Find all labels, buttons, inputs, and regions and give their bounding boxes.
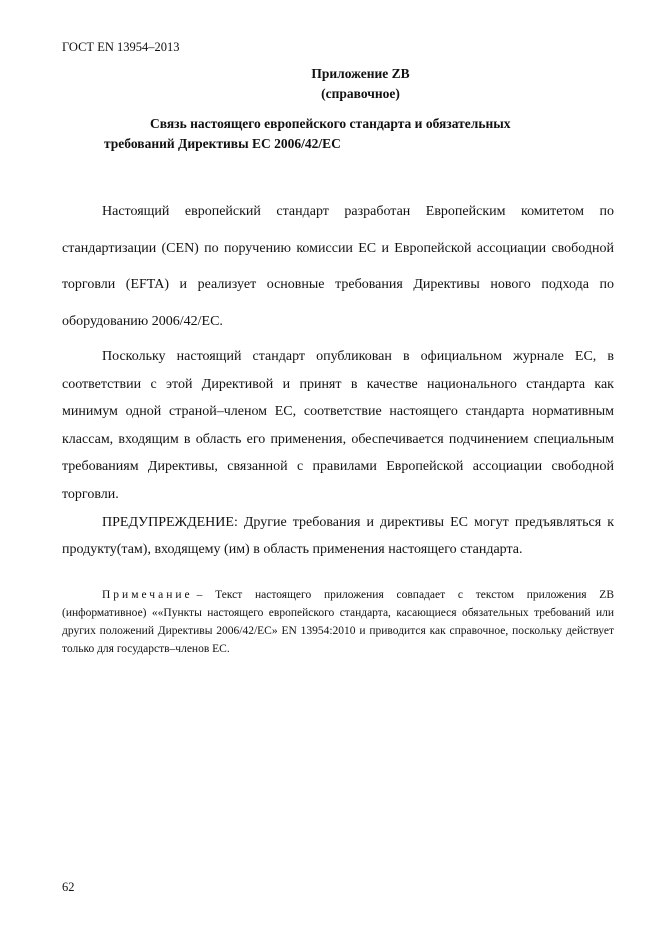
note-label: Примечание: [102, 589, 193, 601]
paragraph-1: Настоящий европейский стандарт разработан Европейским комитетом по стандартизации (CEN) по поручению комиссии ЕС и Европейской ассоциации свободной торговли (EFTA) и реализует основные требования Директивы нового подхода по оборудованию 2006/42/ЕС.: [62, 204, 614, 329]
appendix-subtitle: (справочное): [321, 86, 400, 101]
paragraph-2: Поскольку настоящий стандарт опубликован в официальном журнале ЕС, в соответствии с этой Директивой и принят в качестве национального стандарта как минимум одной страной–членом ЕС, соответствие настоящего стандарта нормативным классам, входящим в область его применения, обеспечивается подчинением специальным требованиям Директивы, связанной с правилами Европейской ассоциации свободной торговли.: [62, 349, 614, 502]
paragraph-3-warning: ПРЕДУПРЕЖДЕНИЕ: Другие требования и директивы ЕС могут предъявляться к продукту(там), входящему (им) в область применения настоящего стандарта.: [62, 514, 614, 558]
body-text: [62, 194, 614, 564]
section-title-line2: требований Директивы ЕС 2006/42/ЕС: [104, 136, 341, 151]
appendix-heading: [0, 64, 661, 104]
section-title-line1: Связь настоящего европейского стандарта и обязательных: [150, 116, 511, 131]
note: [62, 586, 614, 658]
appendix-title: Приложение ZB: [311, 66, 410, 81]
standard-code: ГОСТ EN 13954–2013: [62, 40, 180, 54]
page-number: 62: [62, 880, 75, 894]
note-text: – Текст настоящего приложения совпадает с текстом приложения ZB (информативное) ««Пункты настоящего европейского стандарта, касающиеся обязательных требований или других положений Директивы 2006/42/ЕС» EN 13954:2010 и приводится как справочное, поскольку действует только для государств–членов ЕС.: [62, 589, 614, 655]
section-title: [104, 114, 584, 154]
